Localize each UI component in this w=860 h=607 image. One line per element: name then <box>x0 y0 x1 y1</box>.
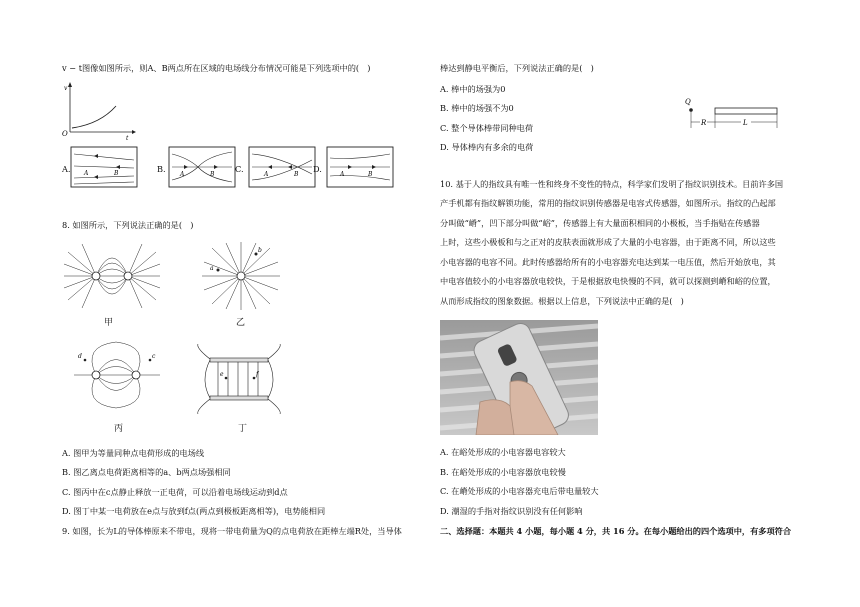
q7c-point-b: B <box>294 171 299 178</box>
q8-point-d: d <box>78 353 82 360</box>
q8-option-d: D. 图丁中某一电荷放在e点与放到f点(两点到极板距离相等)，电势能相同 <box>62 506 326 516</box>
q7-option-d-figure <box>326 146 394 188</box>
q9-figure <box>683 96 783 132</box>
q10-line-3: 分叫做“嵴”，凹下部分叫做“峪”，传感器上有大量面积相同的小极板，当手指贴在传感器 <box>440 218 760 228</box>
q8-fig-jia <box>62 240 162 312</box>
q10-line-7: 从而形成指纹的图象数据。根据以上信息，下列说法中正确的是( ) <box>440 296 684 306</box>
q7c-point-a: A <box>264 171 269 178</box>
q7-option-a-figure <box>70 146 138 188</box>
q10-line-4: 上时，这些小极板和与之正对的皮肤表面就形成了大量的小电容器，由于距离不同，所以这些 <box>440 237 776 247</box>
q8-point-f: f <box>256 371 259 378</box>
q8-fig-yi <box>198 240 284 312</box>
q9-stem-cont: 棒达到静电平衡后，下列说法正确的是( ) <box>440 63 594 73</box>
vt-t-label: t <box>126 135 129 140</box>
q7d-point-b: B <box>368 171 373 178</box>
q8-point-b: b <box>258 247 262 254</box>
q8-fig-bing <box>72 340 162 410</box>
vt-v-label: v <box>64 85 68 92</box>
q7-option-a: A. <box>62 164 71 174</box>
q9-fig-q: Q <box>685 98 691 106</box>
q9-option-b: B. 棒中的场强不为0 <box>440 103 514 113</box>
q9-stem: 9. 如图，长为L的导体棒原来不带电，现将一带电荷量为Q的点电荷放在距棒左端R处，当导体 <box>62 526 402 536</box>
q7a-point-a: A <box>84 170 89 177</box>
q7b-point-a: A <box>180 171 185 178</box>
q8-label-jia: 甲 <box>104 318 114 328</box>
q8-fig-ding <box>196 344 282 414</box>
q7d-point-a: A <box>340 171 345 178</box>
q10-option-c: C. 在嵴处形成的小电容器充电后带电量较大 <box>440 486 599 496</box>
q7-option-b: B. <box>157 164 166 174</box>
q9-option-c: C. 整个导体棒带同种电荷 <box>440 123 534 133</box>
q8-label-ding: 丁 <box>238 424 248 434</box>
q10-option-a: A. 在峪处形成的小电容器电容较大 <box>440 447 566 457</box>
q8-point-a: a <box>210 265 214 272</box>
q8-label-bing: 丙 <box>114 424 124 434</box>
q7-option-b-figure <box>168 146 236 188</box>
q7b-point-b: B <box>210 171 215 178</box>
q9-option-a: A. 棒中的场强为0 <box>440 84 506 94</box>
q10-line-5: 小电容器的电容不同。此时传感器给所有的小电容器充电达到某一电压值，然后开始放电，其 <box>440 257 776 267</box>
q8-point-e: e <box>220 371 224 378</box>
q8-stem: 8. 如图所示，下列说法正确的是( ) <box>62 220 194 230</box>
vt-graph <box>60 80 140 140</box>
q10-option-d: D. 潮湿的手指对指纹识别没有任何影响 <box>440 506 583 516</box>
q7-option-c: C. <box>235 164 244 174</box>
q10-line-6: 中电容值较小的小电容器放电较快，于是根据放电快慢的不同，就可以探测到嵴和峪的位置， <box>440 276 776 286</box>
q7a-point-b: B <box>114 170 119 177</box>
q10-line-1: 10. 基于人的指纹具有唯一性和终身不变性的特点，科学家们发明了指纹识别技术。目前许多国 <box>440 179 784 189</box>
q7-stem: v − t图像如图所示，则A、B两点所在区域的电场线分布情况可能是下列选项中的( ) <box>62 63 371 73</box>
q10-line-2: 产手机都有指纹解锁功能，常用的指纹识别传感器是电容式传感器，如图所示。指纹的凸起部 <box>440 198 776 208</box>
q9-option-d: D. 导体棒内有多余的电荷 <box>440 142 534 152</box>
q8-option-c: C. 图丙中在c点静止释放一正电荷，可以沿着电场线运动到d点 <box>62 487 288 497</box>
section-2-heading: 二、选择题：本题共 4 小题，每小题 4 分，共 16 分。在每小题给出的四个选项中，有多项符合 <box>440 526 792 536</box>
q9-fig-r: R <box>701 119 707 127</box>
q10-option-b: B. 在峪处形成的小电容器放电较慢 <box>440 467 566 477</box>
q8-point-c: c <box>152 353 156 360</box>
q7-option-c-figure <box>248 146 316 188</box>
q8-label-yi: 乙 <box>236 318 246 328</box>
q8-option-b: B. 图乙离点电荷距离相等的a、b两点场强相同 <box>62 467 231 477</box>
q9-fig-l: L <box>743 119 748 127</box>
q7-option-d: D. <box>313 164 322 174</box>
q10-fingerprint-photo <box>440 320 598 435</box>
vt-o-label: O <box>62 130 68 138</box>
q8-option-a: A. 图甲为等量同种点电荷形成的电场线 <box>62 448 205 458</box>
